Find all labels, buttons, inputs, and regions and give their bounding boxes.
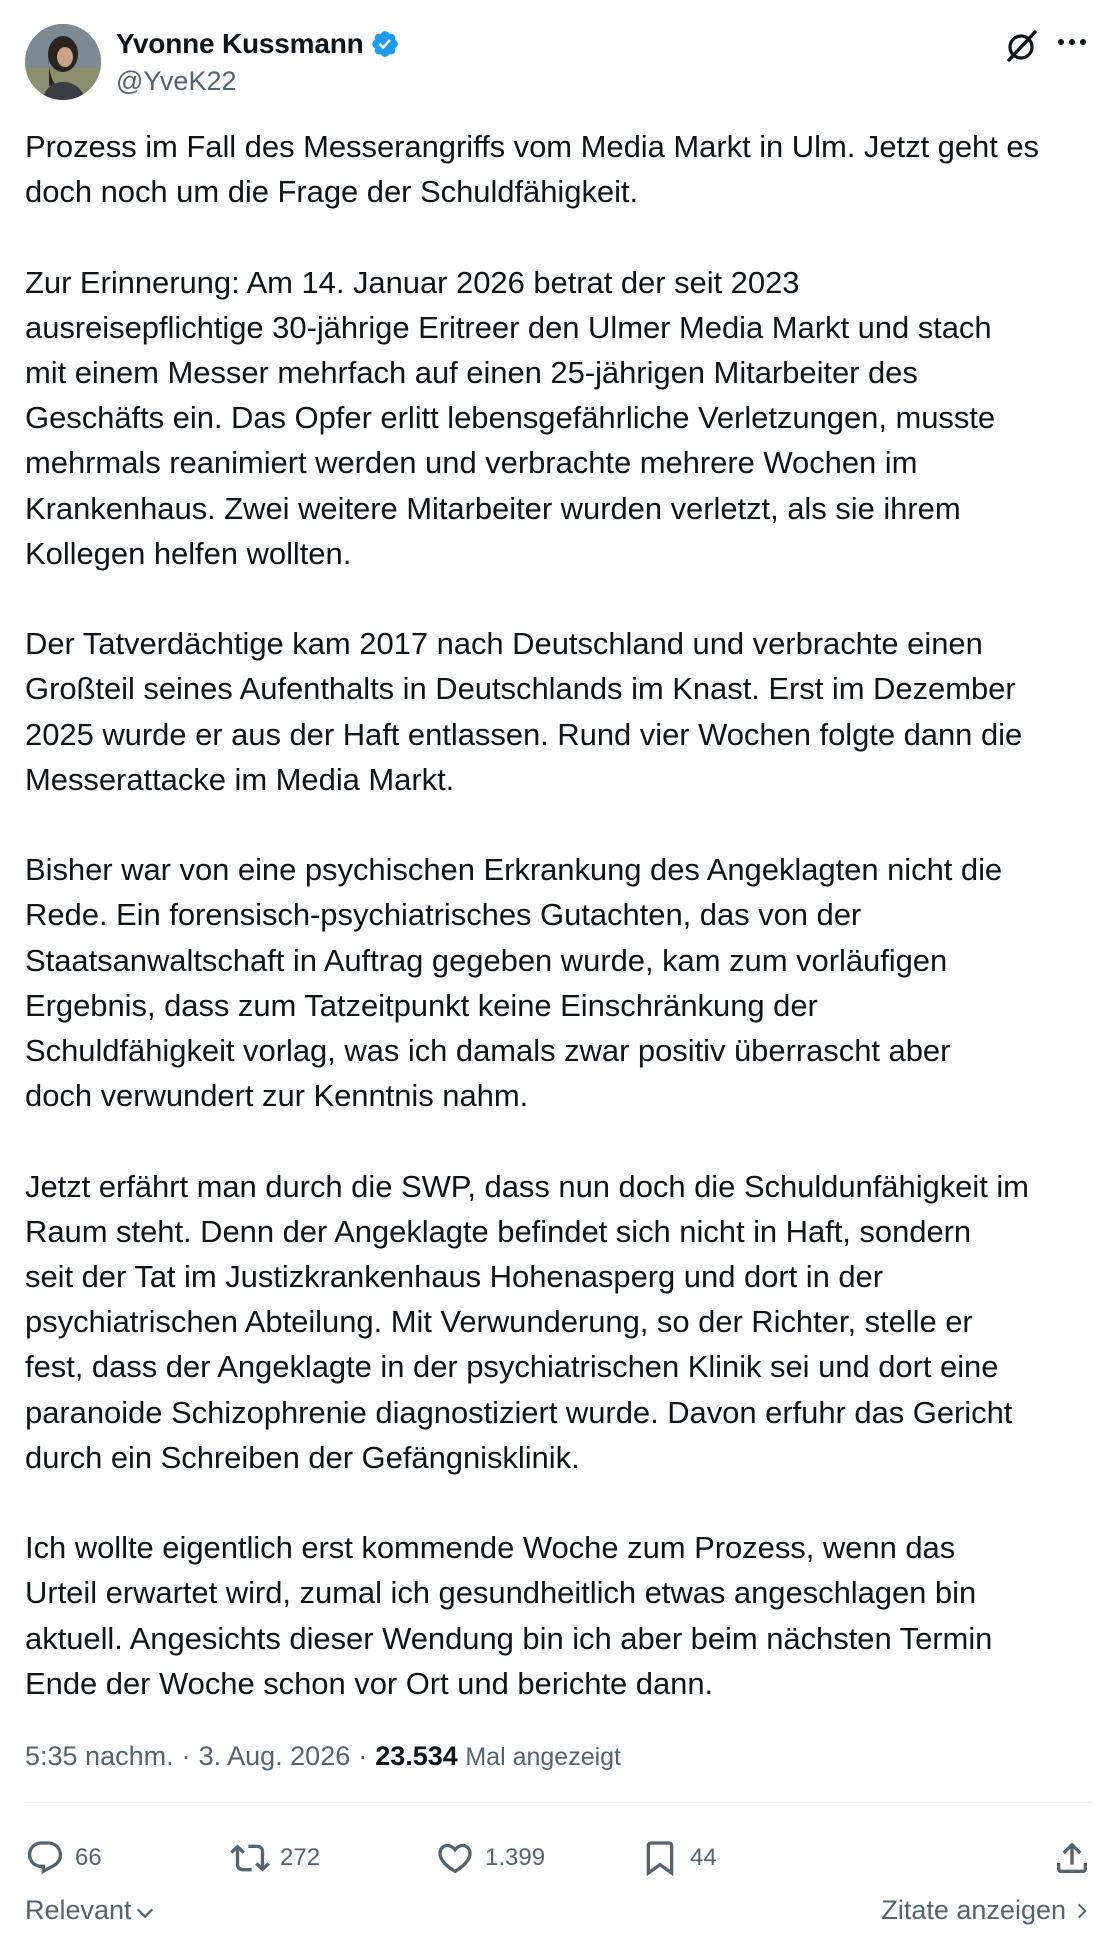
- repost-count: 272: [280, 1844, 321, 1871]
- tweet-text: [25, 124, 1095, 1706]
- bookmark-count: 44: [690, 1844, 717, 1871]
- tweet-paragraph: Prozess im Fall des Messerangriffs vom Media Markt in Ulm. Jetzt geht es doch noch um die Frage der Schuldfähigkeit.: [25, 129, 1039, 210]
- tweet-time[interactable]: 5:35 nachm.: [25, 1741, 174, 1771]
- user-handle[interactable]: @YveK22: [116, 66, 237, 96]
- tweet-paragraph: Zur Erinnerung: Am 14. Januar 2026 betrat der seit 2023 ausreisepflichtige 30-jährige Eritreer den Ulmer Media Markt und stach mit einem Messer mehrfach auf einen 25-jährigen Mitarbeiter des Geschäfts ein. Das Opfer erlitt lebensgefährliche Verletzungen, musste mehrmals reanimiert werden und verbrachte mehrere Wochen im Krankenhaus. Zwei weitere Mitarbeiter wurden verletzt, als sie ihrem Kollegen helfen wollten.: [25, 264, 996, 571]
- meta-separator: ·: [181, 1741, 191, 1771]
- views-label[interactable]: Mal angezeigt: [465, 1743, 621, 1771]
- tweet-paragraph: Der Tatverdächtige kam 2017 nach Deutschland und verbrachte einen Großteil seines Aufenthalts in Deutschlands im Knast. Erst im Dezember 2025 wurde er aus der Haft entlassen. Rund vier Wochen folgte dann die Messerattacke im Media Markt.: [25, 626, 1023, 797]
- display-name[interactable]: Yvonne Kussmann: [116, 28, 364, 59]
- like-icon: [435, 1838, 475, 1878]
- bookmark-icon: [640, 1838, 680, 1878]
- user-info: [116, 26, 400, 97]
- repost-button[interactable]: [230, 1830, 320, 1886]
- chevron-down-icon: [134, 1902, 156, 1924]
- grok-icon[interactable]: [1004, 28, 1040, 64]
- reply-count: 66: [75, 1844, 102, 1871]
- avatar[interactable]: [25, 24, 101, 100]
- meta-separator: ·: [358, 1741, 368, 1771]
- tweet-header: [25, 24, 1092, 104]
- like-button[interactable]: [435, 1830, 545, 1886]
- reply-button[interactable]: [25, 1830, 102, 1886]
- share-icon: [1052, 1838, 1092, 1878]
- reply-footer: [25, 1895, 1092, 1935]
- chevron-right-icon: [1072, 1900, 1092, 1922]
- tweet-paragraph: Ich wollte eigentlich erst kommende Woche zum Prozess, wenn das Urteil erwartet wird, zumal ich gesundheitlich etwas angeschlagen bin aktuell. Angesichts dieser Wendung bin ich aber beim nächsten Termin Ende der Woche schon vor Ort und berichte dann.: [25, 1530, 993, 1701]
- verified-badge-icon[interactable]: [370, 29, 400, 59]
- tweet-paragraph: Jetzt erfährt man durch die SWP, dass nun doch die Schuldunfähigkeit im Raum steht. Denn der Angeklagte befindet sich nicht in Haft, sondern seit der Tat im Justizkrankenhaus Hohenasperg und dort in der psychiatrischen Abteilung. Mit Verwunderung, so der Richter, stelle er fest, dass der Angeklagte in der psychiatrischen Klinik sei und dort eine paranoide Schizophrenie diagnostiziert wurde. Davon erfuhr das Gericht durch ein Schreiben der Gefängnisklinik.: [25, 1168, 1029, 1475]
- reply-icon: [25, 1838, 65, 1878]
- divider: [25, 1802, 1092, 1803]
- sort-dropdown[interactable]: [25, 1895, 156, 1926]
- tweet-paragraph: Bisher war von eine psychischen Erkrankung des Angeklagten nicht die Rede. Ein forensisch-psychiatrisches Gutachten, das von der Staatsanwaltschaft in Auftrag gegeben wurde, kam zum vorläufigen Ergebnis, dass zum Tatzeitpunkt keine Einschränkung der Schuldfähigkeit vorlag, was ich damals zwar positiv überrascht aber doch verwundert zur Kenntnis nahm.: [25, 852, 1003, 1114]
- tweet-meta: [25, 1738, 621, 1775]
- display-name-row: [116, 26, 400, 62]
- views-count[interactable]: 23.534: [375, 1741, 458, 1771]
- like-count: 1.399: [485, 1844, 546, 1871]
- action-bar: [25, 1830, 1092, 1886]
- repost-icon: [230, 1838, 270, 1878]
- avatar-image: [25, 24, 101, 100]
- bookmark-button[interactable]: [640, 1830, 717, 1886]
- share-button[interactable]: [1052, 1830, 1092, 1886]
- sort-label: Relevant: [25, 1895, 132, 1925]
- tweet-date[interactable]: 3. Aug. 2026: [198, 1741, 351, 1771]
- more-icon[interactable]: [1052, 26, 1092, 66]
- view-quotes-link[interactable]: [881, 1895, 1092, 1926]
- quotes-label: Zitate anzeigen: [881, 1895, 1066, 1925]
